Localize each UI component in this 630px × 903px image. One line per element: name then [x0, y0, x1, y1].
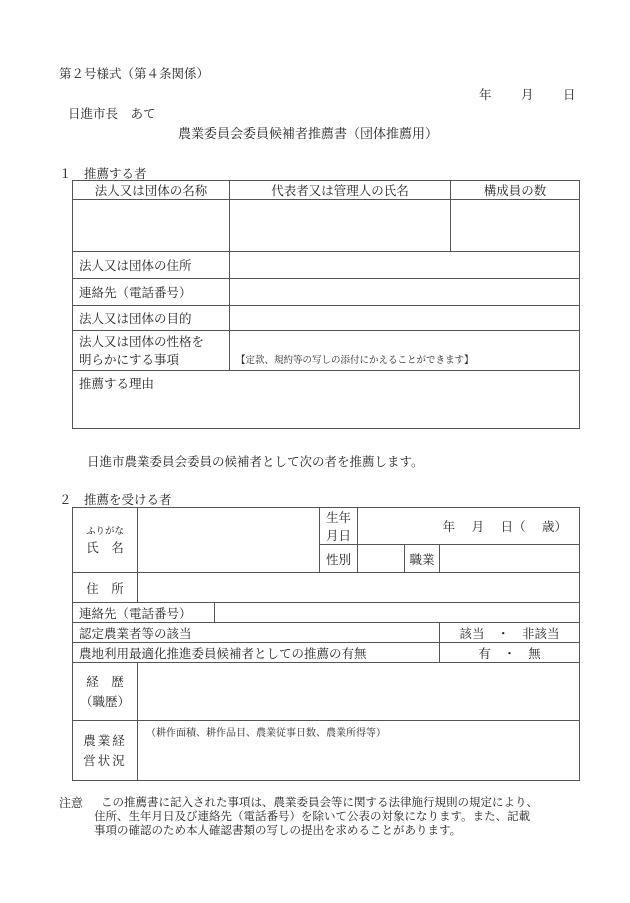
org-contact-label: 連絡先（電話番号）: [73, 279, 230, 306]
note-line-2: 住所、生年月日及び連絡先（電話番号）を除いて公表の対象になります。また、記載: [94, 809, 531, 823]
section1-heading: １ 推薦する者: [59, 166, 147, 181]
nominee-address-field[interactable]: [138, 573, 580, 603]
recommend-reason-label: 推薦する理由: [79, 376, 155, 391]
date-year-label: 年: [479, 87, 492, 102]
form-number: 第２号様式（第４条関係）: [59, 66, 210, 81]
farm-status-label: [73, 721, 138, 781]
gender-label: 性別: [320, 545, 358, 573]
org-purpose-field[interactable]: [230, 306, 580, 331]
certified-farmer-label: 認定農業者等の該当: [73, 623, 440, 643]
birthdate-label: 生年月日: [320, 508, 358, 545]
col-header-org-name: 法人又は団体の名称: [73, 181, 230, 200]
career-label: [73, 663, 138, 721]
occupation-field[interactable]: [440, 545, 580, 573]
certified-farmer-options[interactable]: 該当 ・ 非該当: [440, 623, 580, 643]
optimization-committee-label: 農地利用最適化推進委員候補者としての推薦の有無: [73, 643, 440, 663]
document-title: 農業委員会委員候補者推薦書（団体推薦用）: [178, 127, 439, 142]
member-count-field[interactable]: [451, 200, 580, 252]
name-label-cell: [73, 508, 138, 573]
gender-field[interactable]: [358, 545, 405, 573]
org-nature-label: [73, 331, 230, 371]
recommendation-statement: 日進市農業委員会委員の候補者として次の者を推薦します。: [87, 454, 424, 469]
col-header-representative: 代表者又は管理人の氏名: [230, 181, 451, 200]
birthdate-field[interactable]: 年 月 日（ 歳）: [358, 508, 580, 545]
optimization-committee-options[interactable]: 有 ・ 無: [440, 643, 580, 663]
org-nature-note: 【定款、規約等の写しの添付にかえることができます】: [236, 355, 474, 366]
career-label-line1: 経 歴: [86, 673, 124, 689]
recommender-table: [72, 180, 580, 429]
farm-status-label-line1: 農業経: [83, 732, 127, 748]
col-header-member-count: 構成員の数: [451, 181, 580, 200]
representative-field[interactable]: [230, 200, 451, 252]
nominee-contact-field[interactable]: [215, 603, 580, 623]
org-nature-label-line1: 法人又は団体の性格を: [79, 333, 205, 349]
nominee-name-field[interactable]: [138, 508, 320, 573]
section2-heading: ２ 推薦を受ける者: [59, 492, 172, 507]
farm-status-field[interactable]: [138, 721, 580, 781]
nominee-table: [72, 507, 580, 781]
name-label: 氏 名: [86, 540, 124, 555]
career-label-line2: （職歴）: [79, 693, 130, 709]
org-address-label: 法人又は団体の住所: [73, 252, 230, 279]
farm-status-label-line2: 営状況: [83, 752, 127, 768]
date-month-label: 月: [521, 87, 534, 102]
addressee: 日進市長 あて: [68, 106, 156, 121]
recommend-reason-field[interactable]: [73, 371, 580, 429]
furigana-label: ふりがな: [85, 526, 124, 537]
org-nature-field[interactable]: [230, 331, 580, 371]
career-field[interactable]: [138, 663, 580, 721]
org-purpose-label: 法人又は団体の目的: [73, 306, 230, 331]
date-day-label: 日: [563, 87, 576, 102]
farm-status-note: （耕作面積、耕作品目、農業従事日数、農業所得等）: [146, 728, 386, 739]
org-contact-field[interactable]: [230, 279, 580, 306]
nominee-contact-label: 連絡先（電話番号）: [73, 603, 215, 623]
note-line-1: この推薦書に記入された事項は、農業委員会等に関する法律施行規則の規定により、: [101, 795, 538, 809]
note-label: 注意: [59, 796, 84, 810]
org-address-field[interactable]: [230, 252, 580, 279]
note-line-3: 事項の確認のため本人確認書類の写しの提出を求めることがあります。: [94, 823, 462, 837]
org-name-field[interactable]: [73, 200, 230, 252]
address-label: 住 所: [73, 573, 138, 603]
org-nature-label-line2: 明らかにする事項: [79, 351, 180, 367]
occupation-label: 職業: [405, 545, 440, 573]
